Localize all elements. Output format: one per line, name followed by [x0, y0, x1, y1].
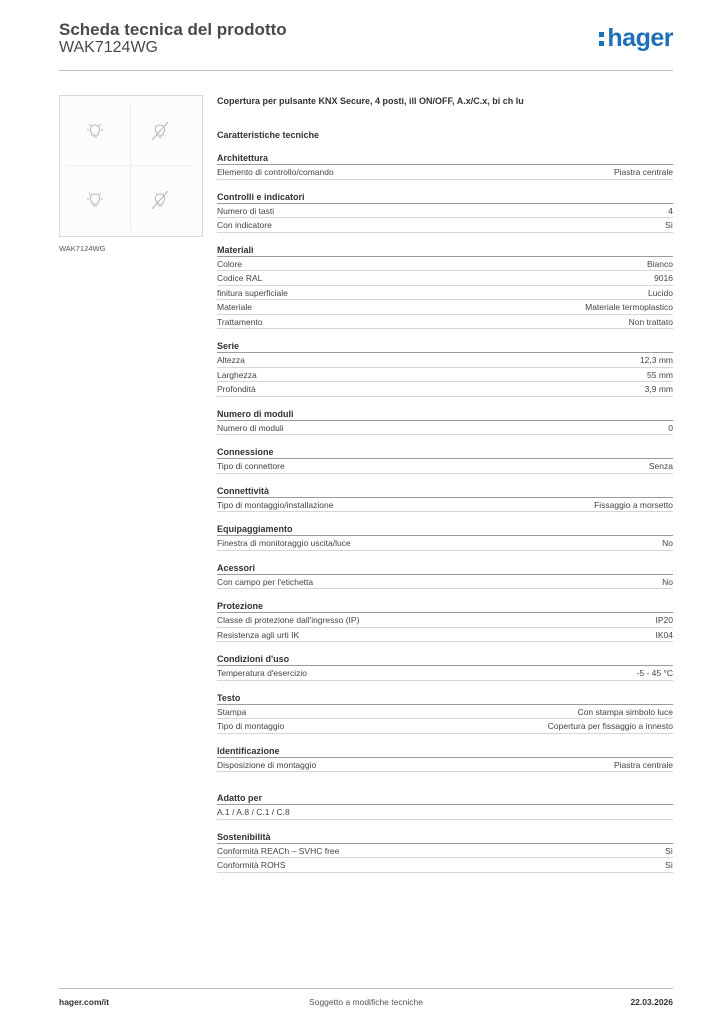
spec-group-title: Controlli e indicatori	[217, 191, 673, 204]
spec-row	[217, 382, 673, 397]
spec-groups	[217, 152, 673, 772]
spec-value: Con stampa simbolo luce	[577, 706, 673, 717]
spec-label: Con indicatore	[217, 220, 272, 230]
spec-group-title: Connettività	[217, 485, 673, 498]
spec-group-title: Protezione	[217, 600, 673, 613]
logo-dots-icon	[599, 32, 604, 46]
spec-value: No	[662, 538, 673, 548]
spec-group-title: Serie	[217, 340, 673, 353]
spec-value: IP20	[655, 615, 673, 625]
spec-row	[217, 613, 673, 628]
page-header	[59, 20, 673, 60]
spec-group	[217, 523, 673, 551]
product-image	[59, 95, 203, 237]
spec-group	[217, 408, 673, 436]
spec-value: 3,9 mm	[644, 384, 673, 394]
spec-value: Sì	[664, 860, 673, 870]
spec-label: Materiale	[217, 302, 252, 312]
spec-label: Conformità ROHS	[217, 860, 286, 870]
spec-value: 4	[668, 205, 673, 216]
spec-row	[217, 719, 673, 734]
spec-row	[217, 286, 673, 301]
spec-label: Profondità	[217, 384, 256, 394]
spec-label: A.1 / A.8 / C.1 / C.8	[217, 807, 290, 817]
spec-group	[217, 191, 673, 233]
spec-label: Finestra di monitoraggio uscita/luce	[217, 538, 351, 548]
lamp-on-icon	[83, 119, 107, 143]
spec-group	[217, 745, 673, 773]
spec-label: Elemento di controllo/comando	[217, 167, 334, 177]
spec-group	[217, 653, 673, 681]
spec-group-title: Condizioni d'uso	[217, 653, 673, 666]
spec-value: IK04	[655, 629, 673, 640]
spec-value: Piastra centrale	[613, 167, 673, 177]
spec-label: Codice RAL	[217, 273, 263, 283]
logo-text: hager	[607, 24, 673, 52]
spec-group-title: Architettura	[217, 152, 673, 165]
extra-spec-groups	[217, 792, 673, 873]
spec-group-title: Materiali	[217, 244, 673, 257]
spec-row	[217, 165, 673, 180]
spec-label: Tipo di montaggio	[217, 721, 285, 731]
spec-row	[217, 805, 673, 820]
spec-group-title: Equipaggiamento	[217, 523, 673, 536]
product-description: Copertura per pulsante KNX Secure, 4 posti, ill ON/OFF, A.x/C.x, bi ch lu	[217, 96, 524, 106]
spec-row	[217, 536, 673, 551]
spec-row	[217, 628, 673, 643]
footer-date: 22.03.2026	[630, 997, 673, 1007]
spec-row	[217, 666, 673, 681]
spec-value: 55 mm	[647, 369, 673, 380]
spec-label: Colore	[217, 258, 243, 269]
product-code: WAK7124WG	[59, 39, 158, 56]
button-divider-horizontal	[66, 165, 196, 166]
spec-value: Piastra centrale	[613, 759, 673, 770]
spec-value: 0	[668, 422, 673, 433]
spec-group	[217, 792, 673, 820]
spec-group	[217, 446, 673, 474]
spec-label: Con campo per l'etichetta	[217, 576, 314, 587]
button-divider-vertical	[130, 102, 131, 230]
spec-group-title: Sostenibilità	[217, 831, 673, 844]
spec-label: Conformità REACh – SVHC free	[217, 845, 340, 856]
spec-label: Altezza	[217, 355, 245, 365]
spec-label: Temperatura d'esercizio	[217, 668, 307, 678]
spec-label: Numero di tasti	[217, 205, 275, 216]
spec-row	[217, 257, 673, 272]
spec-group-title: Identificazione	[217, 745, 673, 758]
spec-row	[217, 315, 673, 330]
spec-row	[217, 271, 673, 286]
spec-value: Non trattato	[628, 316, 673, 327]
footer-website[interactable]: hager.com/it	[59, 997, 110, 1007]
spec-value: Sì	[664, 220, 673, 230]
spec-label: Larghezza	[217, 369, 257, 380]
spec-label: finitura superficiale	[217, 287, 288, 298]
footer-divider	[59, 988, 673, 989]
spec-label: Resistenza agli urti IK	[217, 629, 300, 640]
spec-row	[217, 368, 673, 383]
spec-value: Fissaggio a morsetto	[594, 499, 673, 510]
spec-row	[217, 858, 673, 873]
spec-value: Lucido	[647, 287, 673, 298]
spec-value: No	[662, 576, 673, 587]
footer-note: Soggetto a modifiche tecniche	[309, 997, 423, 1007]
spec-row	[217, 498, 673, 513]
spec-row	[217, 758, 673, 773]
spec-group	[217, 831, 673, 873]
spec-group-title: Adatto per	[217, 792, 673, 805]
spec-value: 12,3 mm	[639, 355, 673, 365]
spec-group	[217, 485, 673, 513]
spec-value: Sì	[664, 845, 673, 856]
spec-row	[217, 300, 673, 315]
lamp-on-icon	[83, 188, 107, 212]
spec-row	[217, 844, 673, 859]
spec-row	[217, 575, 673, 590]
lamp-off-icon	[148, 119, 172, 143]
spec-heading: Caratteristiche tecniche	[217, 130, 320, 140]
spec-group	[217, 340, 673, 397]
spec-label: Tipo di montaggio/installazione	[217, 499, 334, 510]
spec-row	[217, 459, 673, 474]
page-title: Scheda tecnica del prodotto	[59, 20, 287, 39]
spec-group-title: Testo	[217, 692, 673, 705]
spec-group	[217, 692, 673, 734]
spec-label: Tipo di connettore	[217, 461, 285, 471]
spec-value: -5 - 45 °C	[636, 668, 673, 678]
spec-group-title: Acessori	[217, 562, 673, 575]
spec-value: Bianco	[647, 258, 673, 269]
spec-group	[217, 562, 673, 590]
spec-group-title: Numero di moduli	[217, 408, 673, 421]
spec-label: Numero di moduli	[217, 422, 284, 433]
spec-row	[217, 421, 673, 436]
image-caption: WAK7124WG	[59, 244, 106, 253]
spec-row	[217, 353, 673, 368]
spec-row	[217, 705, 673, 720]
spec-row	[217, 218, 673, 233]
spec-group	[217, 152, 673, 180]
spec-value: Materiale termoplastico	[585, 302, 673, 312]
header-divider	[59, 70, 673, 71]
spec-value: 9016	[654, 273, 673, 283]
spec-group-title: Connessione	[217, 446, 673, 459]
spec-label: Disposizione di montaggio	[217, 759, 317, 770]
spec-value: Senza	[648, 461, 673, 471]
spec-value: Copertura per fissaggio a innesto	[547, 721, 673, 731]
spec-section	[217, 96, 673, 884]
spec-group	[217, 244, 673, 330]
lamp-off-icon	[148, 188, 172, 212]
spec-row	[217, 204, 673, 219]
spec-label: Trattamento	[217, 316, 263, 327]
spec-group	[217, 600, 673, 642]
hager-logo	[599, 24, 673, 53]
spec-label: Stampa	[217, 706, 247, 717]
spec-label: Classe di protezione dall'ingresso (IP)	[217, 615, 360, 625]
